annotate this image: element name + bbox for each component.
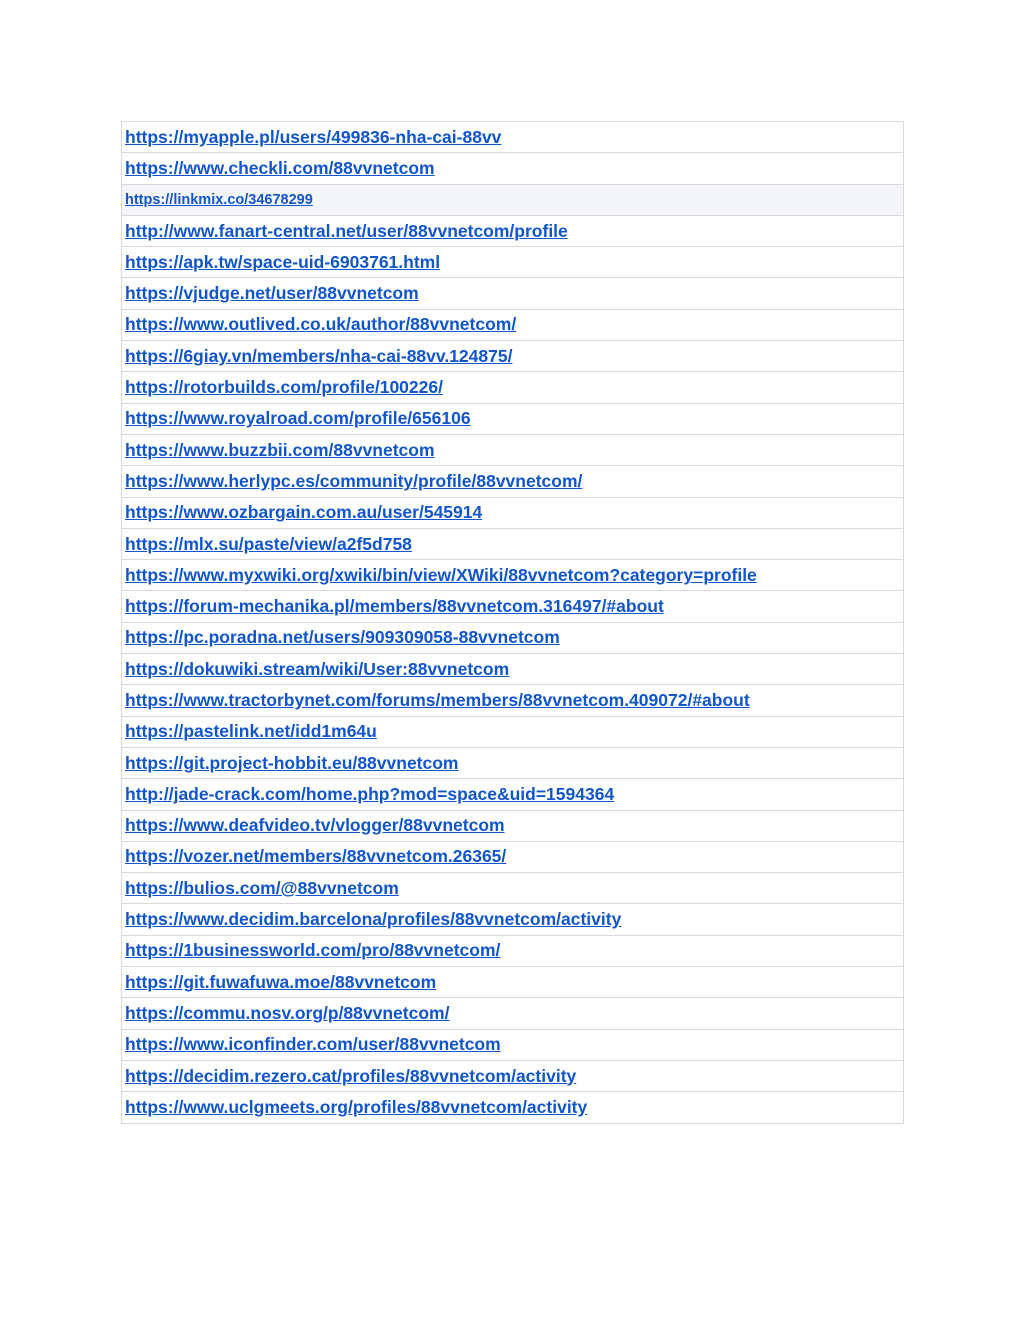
table-cell [122, 935, 904, 966]
table-cell [122, 904, 904, 935]
links-table-body [122, 122, 904, 1124]
table-row [122, 967, 904, 998]
table-cell [122, 716, 904, 747]
table-cell [122, 1060, 904, 1091]
table-cell [122, 779, 904, 810]
table-cell [122, 591, 904, 622]
link[interactable]: https://www.ozbargain.com.au/user/545914 [125, 502, 483, 523]
table-row [122, 215, 904, 246]
link[interactable]: https://git.project-hobbit.eu/88vvnetcom [125, 752, 459, 773]
table-row [122, 247, 904, 278]
table-cell [122, 372, 904, 403]
link[interactable]: https://bulios.com/@88vvnetcom [125, 877, 399, 898]
link[interactable]: https://vozer.net/members/88vvnetcom.26365/ [125, 846, 507, 867]
link[interactable]: https://www.buzzbii.com/88vvnetcom [125, 439, 435, 460]
table-row [122, 184, 904, 215]
table-cell [122, 1092, 904, 1123]
table-cell [122, 122, 904, 153]
table-cell [122, 841, 904, 872]
link[interactable]: https://rotorbuilds.com/profile/100226/ [125, 377, 443, 398]
link[interactable]: https://www.deafvideo.tv/vlogger/88vvnetcom [125, 815, 505, 836]
link[interactable]: https://www.tractorbynet.com/forums/members/88vvnetcom.409072/#about [125, 689, 750, 710]
table-row [122, 747, 904, 778]
table-cell [122, 747, 904, 778]
table-row [122, 1029, 904, 1060]
table-cell [122, 434, 904, 465]
link[interactable]: https://www.herlypc.es/community/profile/88vvnetcom/ [125, 470, 583, 491]
table-row [122, 622, 904, 653]
link[interactable]: https://mlx.su/paste/view/a2f5d758 [125, 533, 412, 554]
table-row [122, 434, 904, 465]
table-row [122, 528, 904, 559]
table-cell [122, 998, 904, 1029]
link[interactable]: https://dokuwiki.stream/wiki/User:88vvnetcom [125, 658, 510, 679]
table-row [122, 654, 904, 685]
link[interactable]: https://www.uclgmeets.org/profiles/88vvnetcom/activity [125, 1096, 588, 1117]
links-table [121, 121, 904, 1124]
table-cell [122, 153, 904, 184]
table-cell [122, 278, 904, 309]
table-cell [122, 654, 904, 685]
table-cell [122, 528, 904, 559]
table-row [122, 122, 904, 153]
table-row [122, 403, 904, 434]
table-row [122, 591, 904, 622]
link[interactable]: https://www.royalroad.com/profile/656106 [125, 408, 471, 429]
table-cell [122, 1029, 904, 1060]
link[interactable]: https://www.checkli.com/88vvnetcom [125, 157, 435, 178]
table-cell [122, 622, 904, 653]
table-row [122, 372, 904, 403]
link[interactable]: https://6giay.vn/members/nha-cai-88vv.124875/ [125, 345, 513, 366]
link[interactable]: http://jade-crack.com/home.php?mod=space&uid=1594364 [125, 783, 615, 804]
table-cell [122, 184, 904, 215]
link[interactable]: https://forum-mechanika.pl/members/88vvnetcom.316497/#about [125, 596, 664, 617]
table-row [122, 716, 904, 747]
link[interactable]: https://pastelink.net/idd1m64u [125, 721, 377, 742]
table-row [122, 841, 904, 872]
link[interactable]: https://www.myxwiki.org/xwiki/bin/view/XWiki/88vvnetcom?category=profile [125, 564, 757, 585]
link[interactable]: https://www.iconfinder.com/user/88vvnetcom [125, 1034, 501, 1055]
table-row [122, 1060, 904, 1091]
table-row [122, 278, 904, 309]
table-row [122, 779, 904, 810]
table-cell [122, 967, 904, 998]
link[interactable]: https://myapple.pl/users/499836-nha-cai-88vv [125, 126, 502, 147]
table-cell [122, 685, 904, 716]
table-cell [122, 341, 904, 372]
table-cell [122, 403, 904, 434]
link[interactable]: https://1businessworld.com/pro/88vvnetcom/ [125, 940, 501, 961]
table-row [122, 153, 904, 184]
link[interactable]: https://apk.tw/space-uid-6903761.html [125, 251, 441, 272]
table-row [122, 904, 904, 935]
table-row [122, 998, 904, 1029]
table-cell [122, 215, 904, 246]
table-row [122, 810, 904, 841]
table-cell [122, 466, 904, 497]
table-cell [122, 560, 904, 591]
link[interactable]: https://decidim.rezero.cat/profiles/88vvnetcom/activity [125, 1065, 577, 1086]
table-row [122, 560, 904, 591]
table-cell [122, 810, 904, 841]
table-row [122, 873, 904, 904]
link[interactable]: https://commu.nosv.org/p/88vvnetcom/ [125, 1002, 450, 1023]
table-cell [122, 247, 904, 278]
table-row [122, 497, 904, 528]
table-row [122, 685, 904, 716]
table-cell [122, 873, 904, 904]
table-row [122, 935, 904, 966]
table-row [122, 341, 904, 372]
table-row [122, 1092, 904, 1123]
link[interactable]: https://vjudge.net/user/88vvnetcom [125, 283, 419, 304]
link[interactable]: https://git.fuwafuwa.moe/88vvnetcom [125, 971, 437, 992]
link[interactable]: https://pc.poradna.net/users/909309058-88vvnetcom [125, 627, 560, 648]
table-row [122, 466, 904, 497]
link[interactable]: https://www.decidim.barcelona/profiles/88vvnetcom/activity [125, 909, 622, 930]
table-cell [122, 497, 904, 528]
link[interactable]: http://www.fanart-central.net/user/88vvnetcom/profile [125, 220, 568, 241]
link[interactable]: https://linkmix.co/34678299 [125, 191, 313, 208]
table-row [122, 309, 904, 340]
link[interactable]: https://www.outlived.co.uk/author/88vvnetcom/ [125, 314, 517, 335]
table-cell [122, 309, 904, 340]
